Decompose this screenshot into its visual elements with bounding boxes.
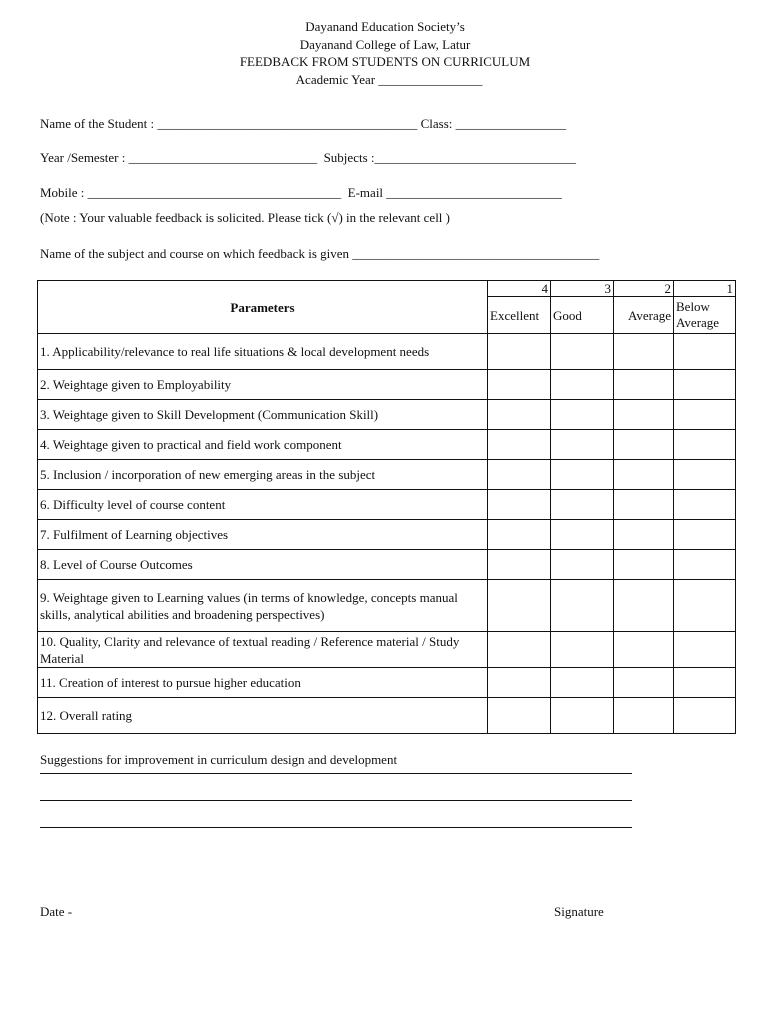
signature-label: Signature xyxy=(554,904,604,919)
tick-cell[interactable] xyxy=(488,370,551,400)
tick-cell[interactable] xyxy=(674,632,736,668)
tick-cell[interactable] xyxy=(488,668,551,698)
tick-cell[interactable] xyxy=(674,400,736,430)
date-label: Date - xyxy=(40,904,73,919)
college-name: Dayanand College of Law, Latur xyxy=(299,37,471,52)
parameter-label: 10. Quality, Clarity and relevance of textual reading / Reference material / Study Material xyxy=(38,632,488,668)
rating-average: Average xyxy=(614,297,674,334)
tick-cell[interactable] xyxy=(488,550,551,580)
parameter-label: 6. Difficulty level of course content xyxy=(38,490,488,520)
form-title: FEEDBACK FROM STUDENTS ON CURRICULUM xyxy=(239,54,531,69)
tick-cell[interactable] xyxy=(674,668,736,698)
table-row xyxy=(38,698,736,734)
parameter-label: 12. Overall rating xyxy=(38,698,488,734)
tick-cell[interactable] xyxy=(551,520,614,550)
table-row xyxy=(38,632,736,668)
feedback-table xyxy=(37,280,736,734)
tick-cell[interactable] xyxy=(614,430,674,460)
tick-cell[interactable] xyxy=(674,520,736,550)
tick-cell[interactable] xyxy=(551,400,614,430)
score-1: 1 xyxy=(674,281,736,297)
tick-cell[interactable] xyxy=(551,430,614,460)
tick-cell[interactable] xyxy=(674,698,736,734)
year-subjects-field[interactable]: Year /Semester : _____________________________ Subjects :_______________________________ xyxy=(40,150,576,165)
score-4: 4 xyxy=(488,281,551,297)
society-name: Dayanand Education Society’s xyxy=(305,19,465,34)
tick-cell[interactable] xyxy=(614,400,674,430)
suggestion-line[interactable] xyxy=(40,800,632,801)
tick-cell[interactable] xyxy=(614,550,674,580)
table-row xyxy=(38,490,736,520)
academic-year: Academic Year ________________ xyxy=(295,72,483,87)
tick-cell[interactable] xyxy=(488,430,551,460)
parameter-label: 1. Applicability/relevance to real life situations & local development needs xyxy=(38,334,488,370)
tick-cell[interactable] xyxy=(488,520,551,550)
tick-cell[interactable] xyxy=(488,334,551,370)
tick-cell[interactable] xyxy=(551,370,614,400)
tick-cell[interactable] xyxy=(551,490,614,520)
tick-cell[interactable] xyxy=(614,580,674,632)
tick-cell[interactable] xyxy=(674,334,736,370)
rating-below-average: Below Average xyxy=(674,297,736,334)
suggestions-label: Suggestions for improvement in curriculum design and development xyxy=(40,752,398,767)
student-name-class-field[interactable]: Name of the Student : ________________________________________ Class: _________________ xyxy=(40,116,567,131)
parameter-label: 4. Weightage given to practical and field work component xyxy=(38,430,488,460)
score-2: 2 xyxy=(614,281,674,297)
parameter-label: 2. Weightage given to Employability xyxy=(38,370,488,400)
tick-cell[interactable] xyxy=(674,490,736,520)
tick-cell[interactable] xyxy=(551,460,614,490)
suggestion-line[interactable] xyxy=(40,773,632,774)
tick-cell[interactable] xyxy=(488,460,551,490)
tick-cell[interactable] xyxy=(674,460,736,490)
table-row xyxy=(38,580,736,632)
tick-cell[interactable] xyxy=(488,580,551,632)
tick-cell[interactable] xyxy=(551,668,614,698)
tick-cell[interactable] xyxy=(551,632,614,668)
table-row xyxy=(38,370,736,400)
parameters-header: Parameters xyxy=(38,281,488,334)
tick-cell[interactable] xyxy=(488,632,551,668)
parameter-label: 7. Fulfilment of Learning objectives xyxy=(38,520,488,550)
table-row xyxy=(38,460,736,490)
tick-cell[interactable] xyxy=(614,370,674,400)
tick-cell[interactable] xyxy=(674,580,736,632)
tick-cell[interactable] xyxy=(551,334,614,370)
tick-cell[interactable] xyxy=(674,430,736,460)
rating-excellent: Excellent xyxy=(488,297,551,334)
score-3: 3 xyxy=(551,281,614,297)
rating-good: Good xyxy=(551,297,614,334)
tick-cell[interactable] xyxy=(614,668,674,698)
table-row xyxy=(38,520,736,550)
suggestion-line[interactable] xyxy=(40,827,632,828)
tick-cell[interactable] xyxy=(488,490,551,520)
mobile-email-field[interactable]: Mobile : _______________________________________ E-mail ___________________________ xyxy=(40,185,562,200)
tick-cell[interactable] xyxy=(551,550,614,580)
tick-cell[interactable] xyxy=(614,334,674,370)
note-text: (Note : Your valuable feedback is solicited. Please tick (√) in the relevant cell ) xyxy=(40,210,451,225)
tick-cell[interactable] xyxy=(614,698,674,734)
tick-cell[interactable] xyxy=(614,460,674,490)
parameter-label: 8. Level of Course Outcomes xyxy=(38,550,488,580)
table-row xyxy=(38,550,736,580)
tick-cell[interactable] xyxy=(551,698,614,734)
tick-cell[interactable] xyxy=(674,370,736,400)
subject-course-field[interactable]: Name of the subject and course on which feedback is given ______________________________________ xyxy=(40,246,600,261)
tick-cell[interactable] xyxy=(488,400,551,430)
tick-cell[interactable] xyxy=(488,698,551,734)
tick-cell[interactable] xyxy=(674,550,736,580)
table-row xyxy=(38,430,736,460)
table-row xyxy=(38,400,736,430)
table-row xyxy=(38,334,736,370)
tick-cell[interactable] xyxy=(614,520,674,550)
table-row xyxy=(38,668,736,698)
tick-cell[interactable] xyxy=(551,580,614,632)
parameter-label: 3. Weightage given to Skill Development (Communication Skill) xyxy=(38,400,488,430)
parameter-label: 9. Weightage given to Learning values (in terms of knowledge, concepts manual skills, analytical abilities and broadening perspectives) xyxy=(38,580,488,632)
parameter-label: 5. Inclusion / incorporation of new emerging areas in the subject xyxy=(38,460,488,490)
parameter-label: 11. Creation of interest to pursue higher education xyxy=(38,668,488,698)
tick-cell[interactable] xyxy=(614,490,674,520)
tick-cell[interactable] xyxy=(614,632,674,668)
